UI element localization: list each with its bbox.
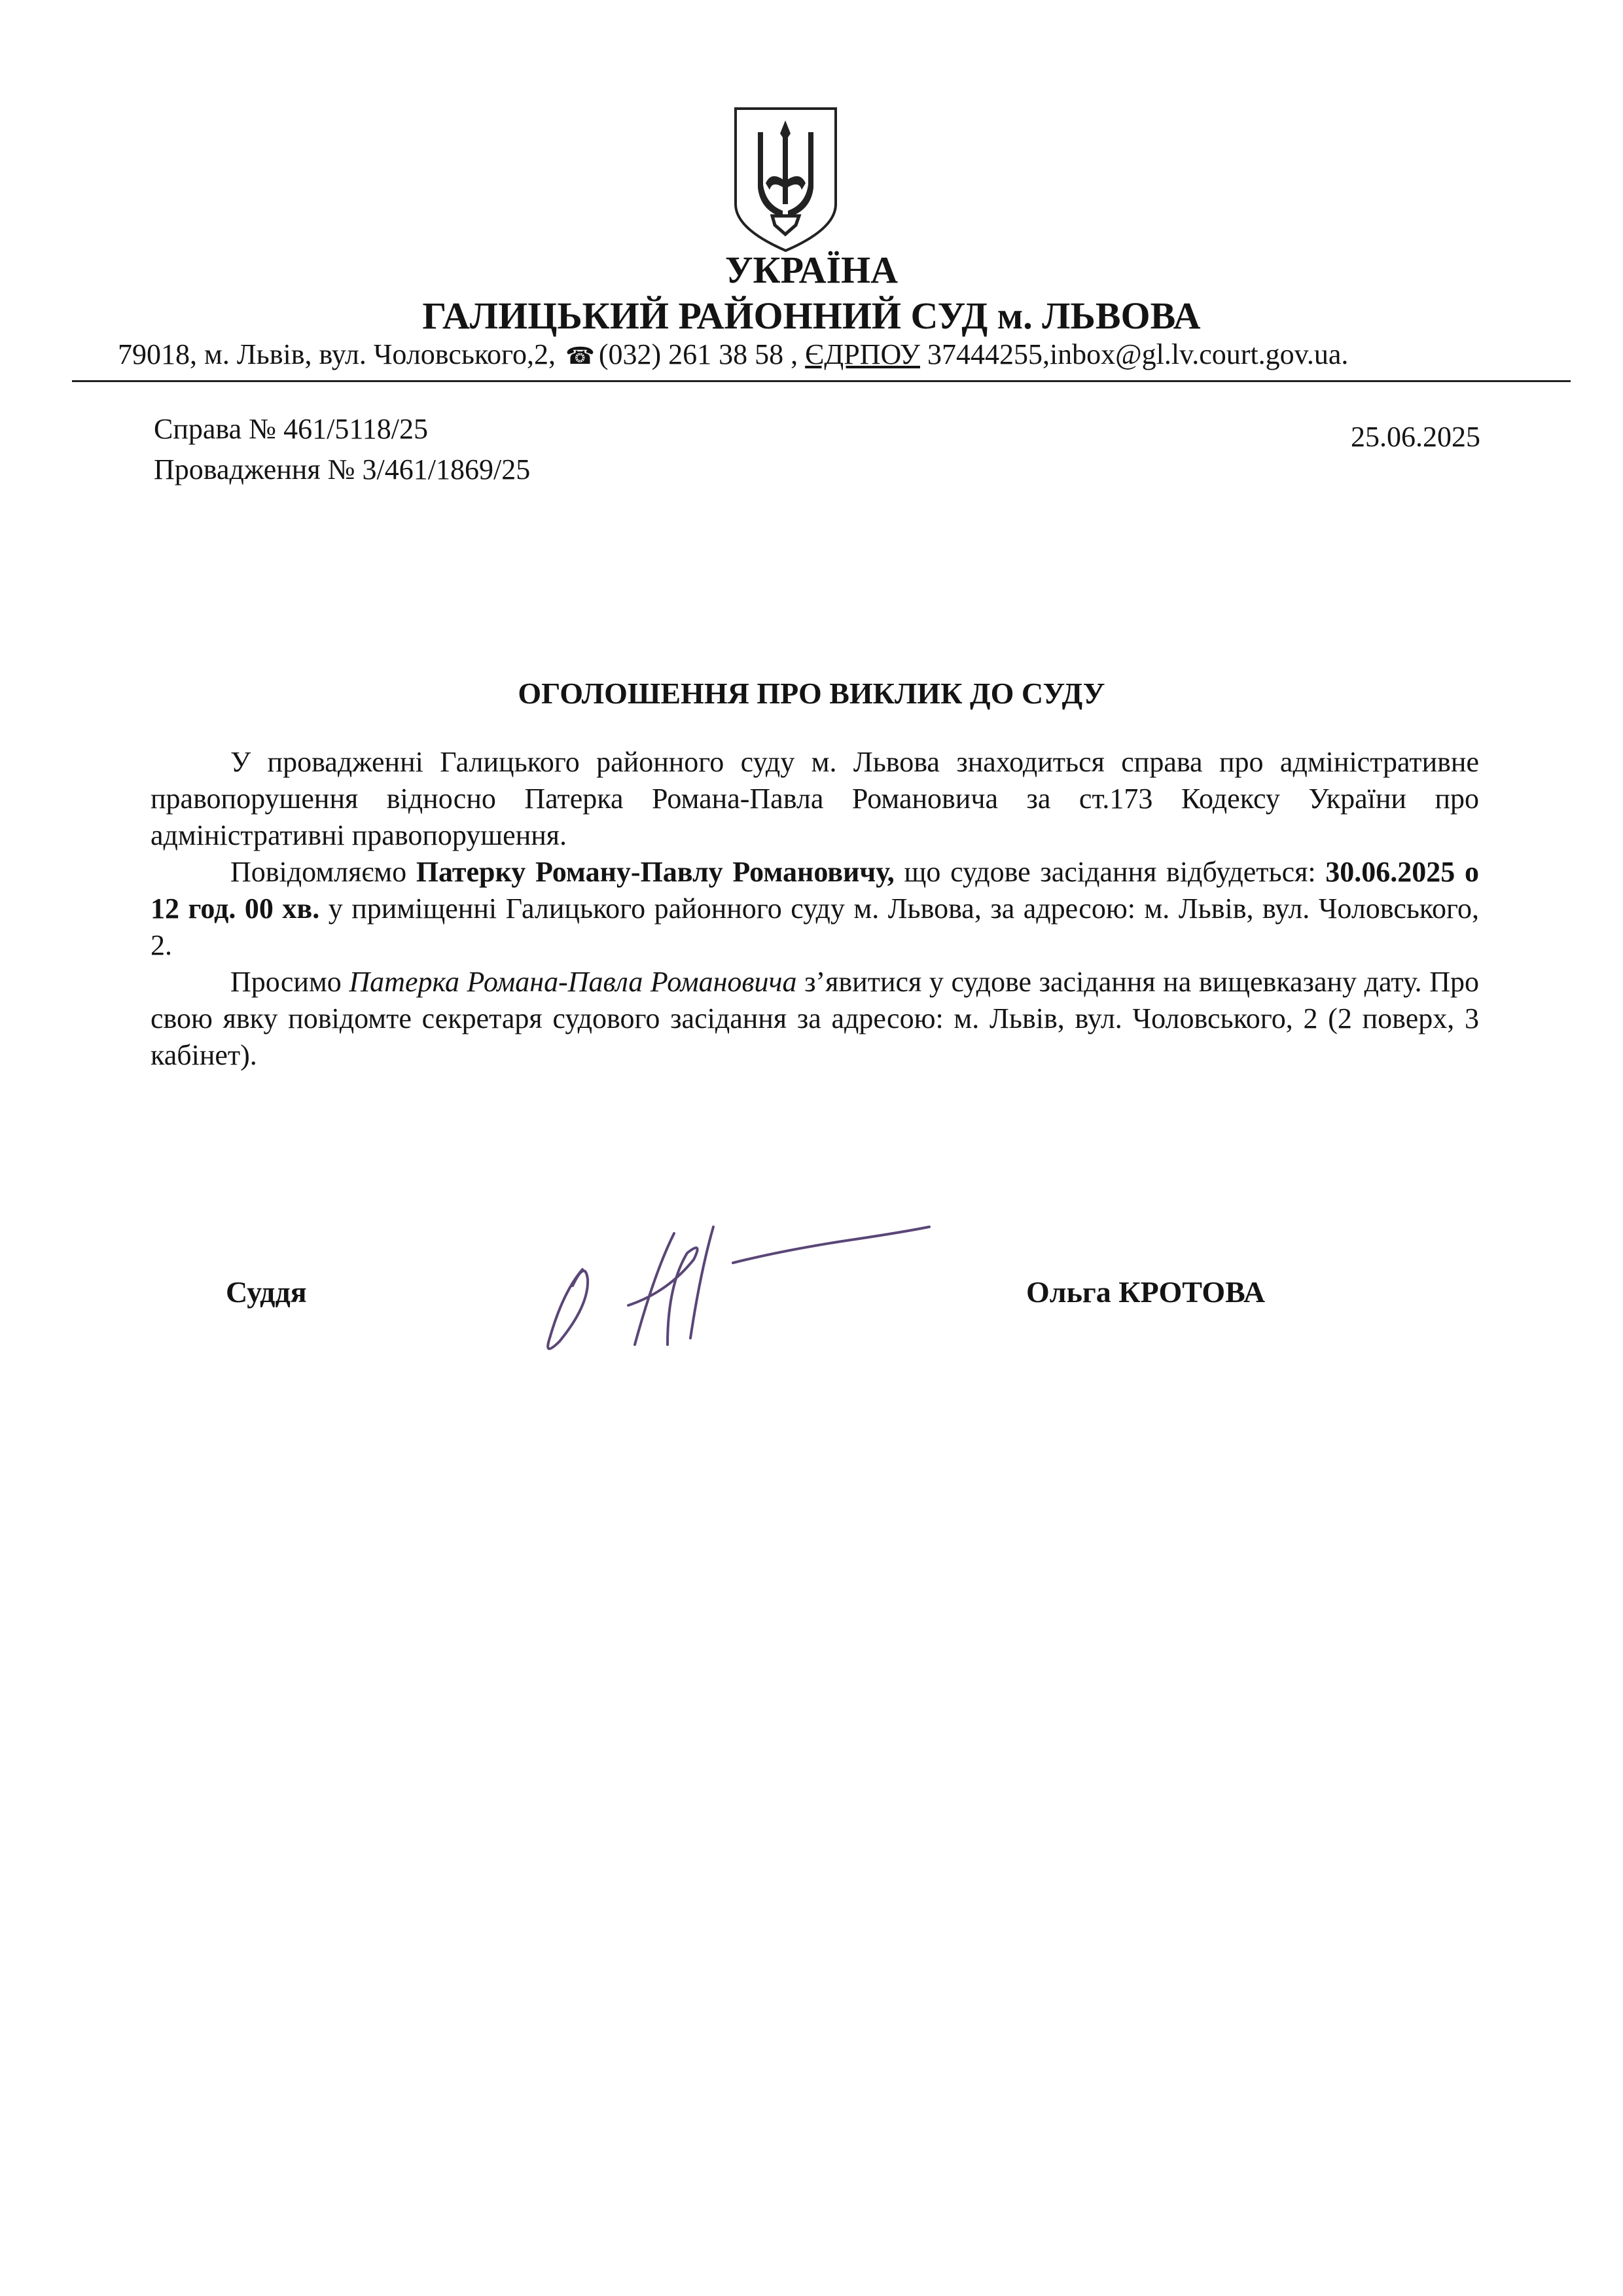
document-title: ОГОЛОШЕННЯ ПРО ВИКЛИК ДО СУДУ bbox=[518, 677, 1105, 710]
document-date: 25.06.2025 bbox=[1351, 421, 1480, 453]
case-number: Справа № 461/5118/25 bbox=[154, 413, 428, 445]
country-heading: УКРАЇНА bbox=[724, 249, 899, 291]
text-span: з’явитися у судове засідання на вищевказану дату. Про свою явку повідомте секретаря судового засідання за адресою: м. Львів, вул. Чоловського, 2 (2 поверх, 3 кабінет). bbox=[151, 966, 1479, 1071]
phone-number: (032) 261 38 58 , bbox=[598, 338, 798, 370]
trident-emblem-icon bbox=[732, 106, 840, 253]
handwritten-signature bbox=[537, 1214, 955, 1358]
defendant-name-bold: Патерку Роману-Павлу Романовичу, bbox=[416, 856, 895, 888]
text-span: у приміщенні Галицького районного суду м. Львова, за адресою: м. Львів, вул. Чоловського, 2. bbox=[151, 892, 1480, 961]
text-span: Просимо bbox=[230, 966, 349, 998]
street-address: 79018, м. Львів, вул. Чоловського,2, bbox=[118, 338, 556, 370]
telephone-icon: ☎ bbox=[565, 343, 595, 369]
paragraph-case-info: У провадженні Галицького районного суду м. Львова знаходиться справа про адміністративне правопорушення відносно Патерка Романа-Павла Романовича за ст.173 Кодексу України про адміністративні правопорушення. bbox=[151, 746, 1479, 851]
text-span: що судове засідання відбудеться: bbox=[894, 856, 1326, 888]
edrpou-label: ЄДРПОУ bbox=[805, 338, 920, 370]
case-reference bbox=[154, 409, 530, 490]
court-address-line bbox=[118, 335, 1544, 376]
paragraph-request bbox=[151, 964, 1479, 1074]
hearing-datetime: 30.06.2025 о 12 год. 00 хв. bbox=[151, 856, 1480, 925]
proceeding-number: Провадження № 3/461/1869/25 bbox=[154, 453, 531, 486]
judge-name: Ольга КРОТОВА bbox=[1026, 1275, 1266, 1309]
court-name-heading: ГАЛИЦЬКИЙ РАЙОННИЙ СУД м. ЛЬВОВА bbox=[422, 294, 1201, 337]
judge-role: Суддя bbox=[226, 1275, 307, 1309]
paragraph-hearing-date bbox=[151, 854, 1479, 964]
defendant-name-italic: Патерка Романа-Павла Романовича bbox=[349, 966, 797, 998]
notice-body bbox=[151, 744, 1479, 1074]
edrpou-and-email: 37444255,inbox@gl.lv.court.gov.ua. bbox=[927, 338, 1349, 370]
header-divider bbox=[72, 380, 1571, 382]
text-span: Повідомляємо bbox=[230, 856, 416, 888]
